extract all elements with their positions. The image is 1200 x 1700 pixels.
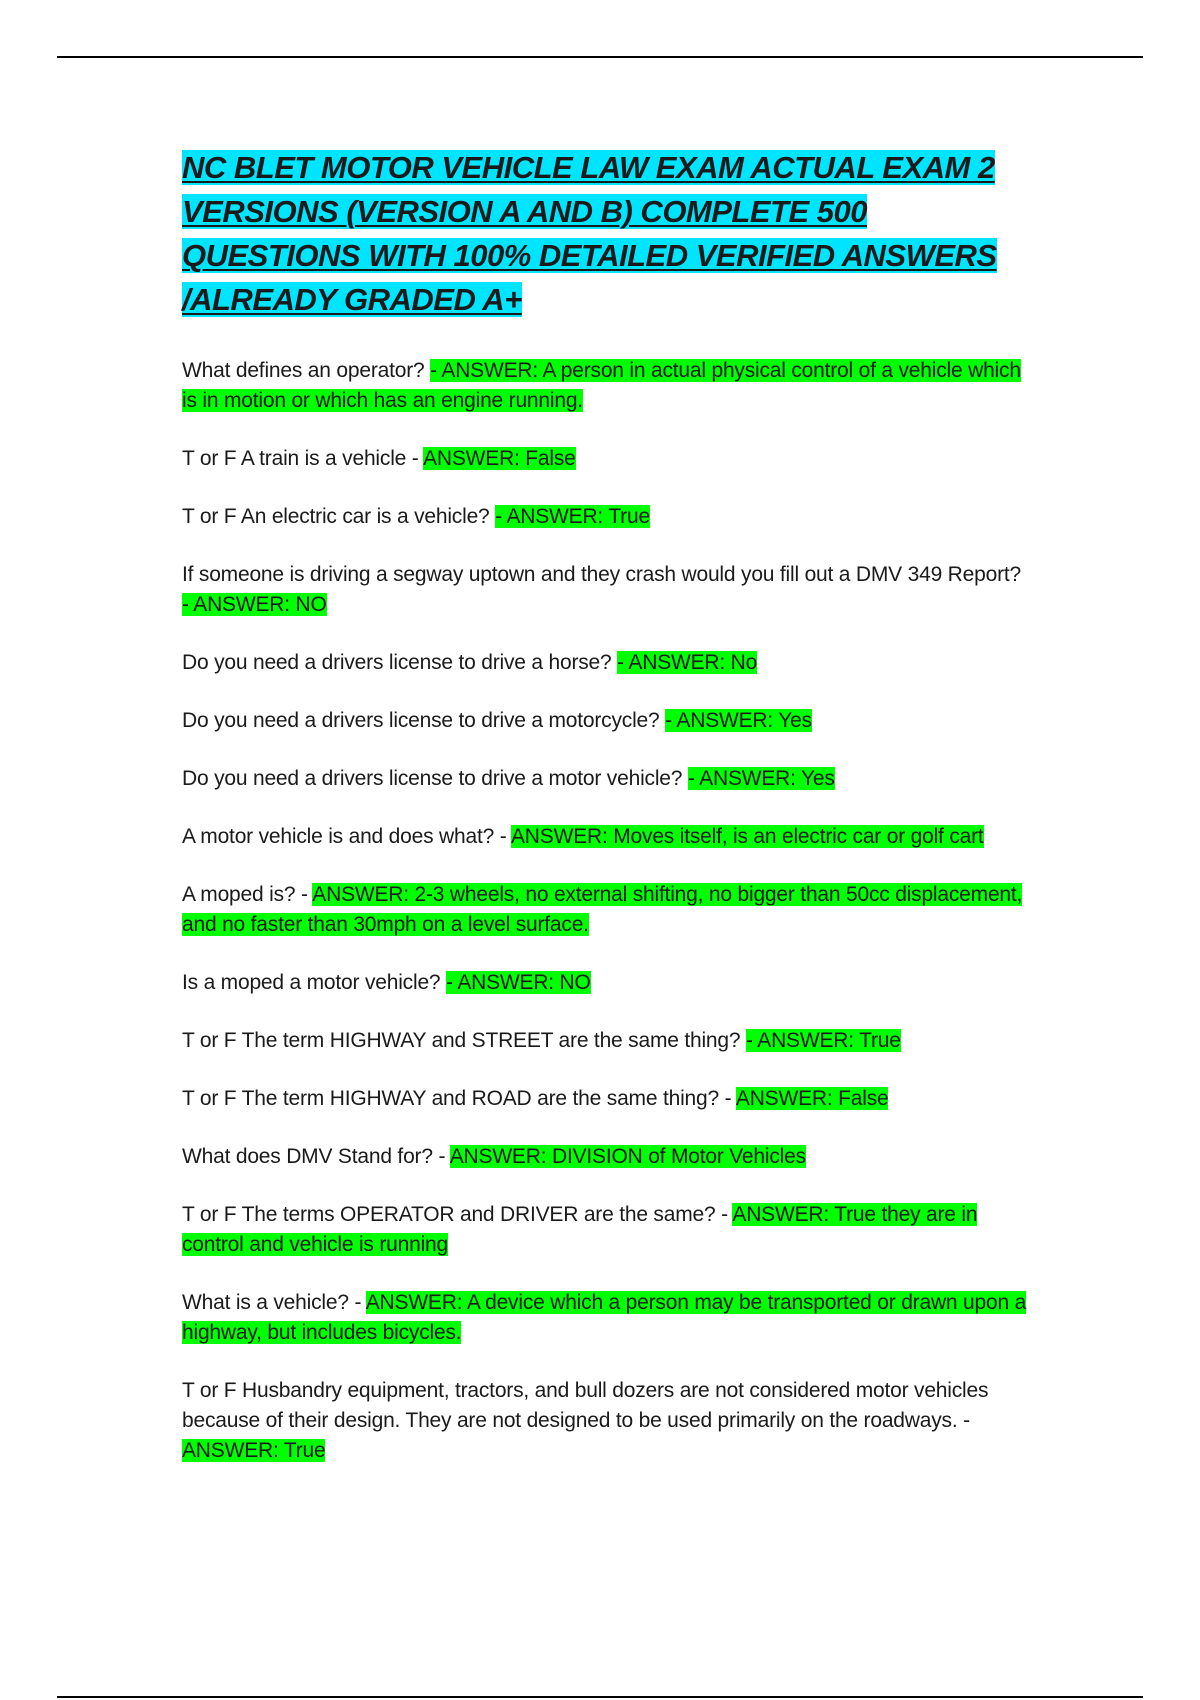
qa-item-4 [182, 560, 1032, 620]
question-text: Do you need a drivers license to drive a motorcycle? [182, 709, 660, 732]
question-text: T or F The term HIGHWAY and STREET are the same thing? [182, 1029, 741, 1052]
question-text: T or F A train is a vehicle - [182, 447, 419, 470]
answer-text: ANSWER: False [423, 447, 576, 470]
qa-item-9 [182, 880, 1032, 940]
qa-item-8 [182, 822, 1032, 852]
answer-text: - ANSWER: True [746, 1029, 901, 1052]
document-title [182, 146, 1032, 322]
question-text: What is a vehicle? - [182, 1291, 362, 1314]
document-body [182, 146, 1032, 1494]
qa-item-3 [182, 502, 1032, 532]
question-text: A moped is? - [182, 883, 308, 906]
question-text: T or F The term HIGHWAY and ROAD are the same thing? - [182, 1087, 732, 1110]
qa-item-10 [182, 968, 1032, 998]
answer-text: ANSWER: True they are in control and vehicle is running [182, 1203, 978, 1256]
answer-text: ANSWER: False [735, 1087, 889, 1110]
answer-text: ANSWER: A device which a person may be transported or drawn upon a highway, but includes bicycles. [182, 1291, 1027, 1344]
question-text: Do you need a drivers license to drive a motor vehicle? [182, 767, 683, 790]
qa-item-12 [182, 1084, 1032, 1114]
question-text: Is a moped a motor vehicle? [182, 971, 441, 994]
qa-item-1 [182, 356, 1032, 416]
answer-text: ANSWER: 2-3 wheels, no external shifting, no bigger than 50cc displacement, and no faster than 30mph on a level surface. [182, 883, 1023, 936]
qa-item-2 [182, 444, 1032, 474]
qa-item-6 [182, 706, 1032, 736]
bottom-rule [57, 1696, 1143, 1698]
qa-item-13 [182, 1142, 1032, 1172]
question-text: A motor vehicle is and does what? - [182, 825, 507, 848]
question-text: T or F Husbandry equipment, tractors, and bull dozers are not considered motor vehicles because of their design. They are not designed to be used primarily on the roadways. - [182, 1379, 989, 1432]
answer-text: - ANSWER: A person in actual physical control of a vehicle which is in motion or which has an engine running. [182, 359, 1021, 412]
answer-text: - ANSWER: Yes [665, 709, 812, 732]
answer-text: ANSWER: Moves itself, is an electric car or golf cart [511, 825, 984, 848]
document-title-text: NC BLET MOTOR VEHICLE LAW EXAM ACTUAL EXAM 2 VERSIONS (VERSION A AND B) COMPLETE 500 QUESTIONS WITH 100% DETAILED VERIFIED ANSWERS /ALREADY GRADED A+ [182, 150, 997, 317]
question-text: T or F An electric car is a vehicle? [182, 505, 490, 528]
qa-item-15 [182, 1288, 1032, 1348]
qa-item-11 [182, 1026, 1032, 1056]
answer-text: - ANSWER: NO [182, 593, 327, 616]
answer-text: - ANSWER: Yes [687, 767, 835, 790]
answer-text: - ANSWER: NO [446, 971, 591, 994]
qa-item-14 [182, 1200, 1032, 1260]
answer-text: ANSWER: DIVISION of Motor Vehicles [449, 1145, 806, 1168]
question-text: T or F The terms OPERATOR and DRIVER are the same? - [182, 1203, 728, 1226]
question-text: Do you need a drivers license to drive a horse? [182, 651, 612, 674]
top-rule [57, 56, 1143, 58]
question-text: If someone is driving a segway uptown and they crash would you fill out a DMV 349 Report? [182, 563, 1021, 586]
question-text: What defines an operator? [182, 359, 425, 382]
qa-item-16 [182, 1376, 1032, 1466]
qa-item-5 [182, 648, 1032, 678]
qa-item-7 [182, 764, 1032, 794]
answer-text: ANSWER: True [182, 1439, 326, 1462]
answer-text: - ANSWER: No [617, 651, 758, 674]
answer-text: - ANSWER: True [495, 505, 650, 528]
question-text: What does DMV Stand for? - [182, 1145, 446, 1168]
